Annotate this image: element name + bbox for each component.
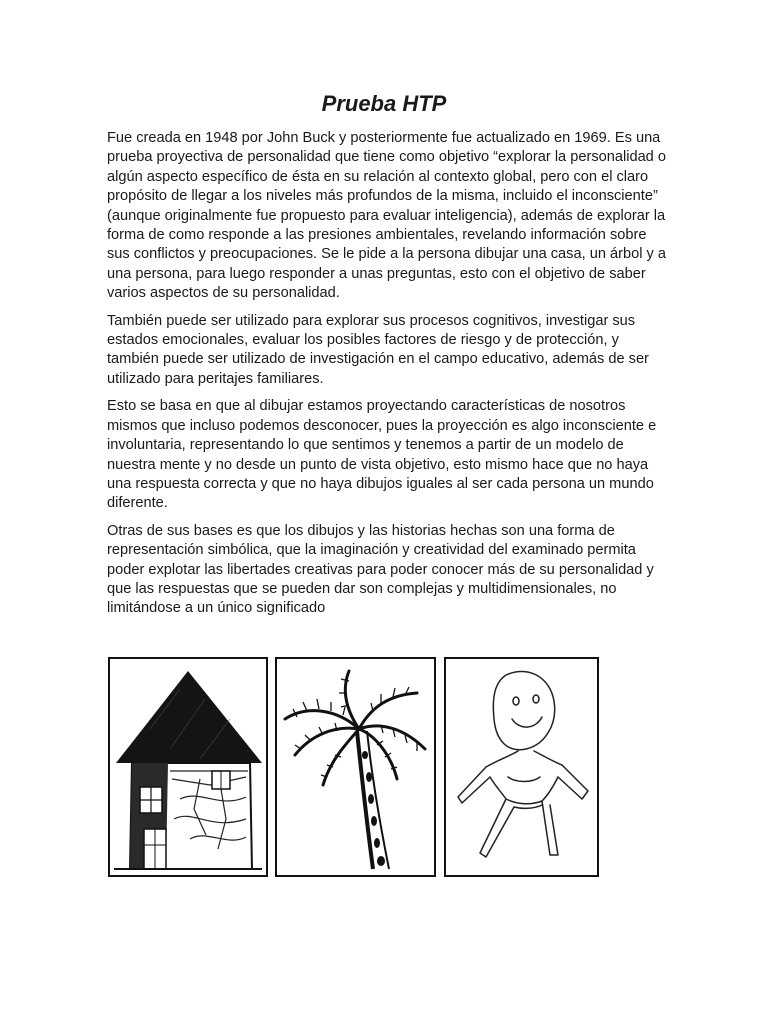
- paragraph: También puede ser utilizado para explorar sus procesos cognitivos, investigar sus estados emocionales, evaluar los posibles factores de riesgo y de protección, y también puede ser utilizado de investigación en el campo educativo, además de ser utilizado para peritajes familiares.: [107, 312, 649, 387]
- body-text: [107, 129, 667, 627]
- tree-drawing-frame: [275, 657, 436, 877]
- house-drawing-icon: [110, 659, 266, 875]
- person-drawing-icon: [446, 659, 597, 875]
- drawings-row: [108, 657, 600, 881]
- palm-tree-icon: [277, 659, 434, 875]
- house-drawing-frame: [108, 657, 268, 877]
- paragraph: Fue creada en 1948 por John Buck y posteriormente fue actualizado en 1969. Es una prueba proyectiva de personalidad que tiene como objetivo “explorar la personalidad o algún aspecto específico de ésta en su relación al contexto global, pero con el claro propósito de llegar a los niveles más profundos de la misma, incluido el inconsciente” (aunque originalmente fue propuesto para evaluar inteligencia), además de explorar la forma de como responde a las presiones ambientales, revelando información sobre sus conflictos y preocupaciones. Se le pide a la persona dibujar una casa, un árbol y a una persona, para luego responder a unas preguntas, esto con el objetivo de saber varios aspectos de su personalidad.: [107, 130, 666, 302]
- paragraph: Otras de sus bases es que los dibujos y las historias hechas son una forma de representación simbólica, que la imaginación y creatividad del examinado permita poder explotar las libertades creativas para poder conocer más de su personalidad y que las respuestas que se pueden dar son complejas y multidimensionales, no limitándose a un único significado: [107, 522, 654, 617]
- page-title: Prueba HTP: [321, 91, 447, 116]
- paragraph: Esto se basa en que al dibujar estamos proyectando características de nosotros mismos que incluso podemos desconocer, pues la proyección es algo inconsciente e involuntaria, representando lo que sentimos y tenemos a partir de un modelo de nuestra mente y no desde un punto de vista objetivo, esto mismo hace que no haya una respuesta correcta y que no haya dibujos iguales al ser cada persona un mundo diferente.: [107, 398, 657, 512]
- person-drawing-frame: [444, 657, 599, 877]
